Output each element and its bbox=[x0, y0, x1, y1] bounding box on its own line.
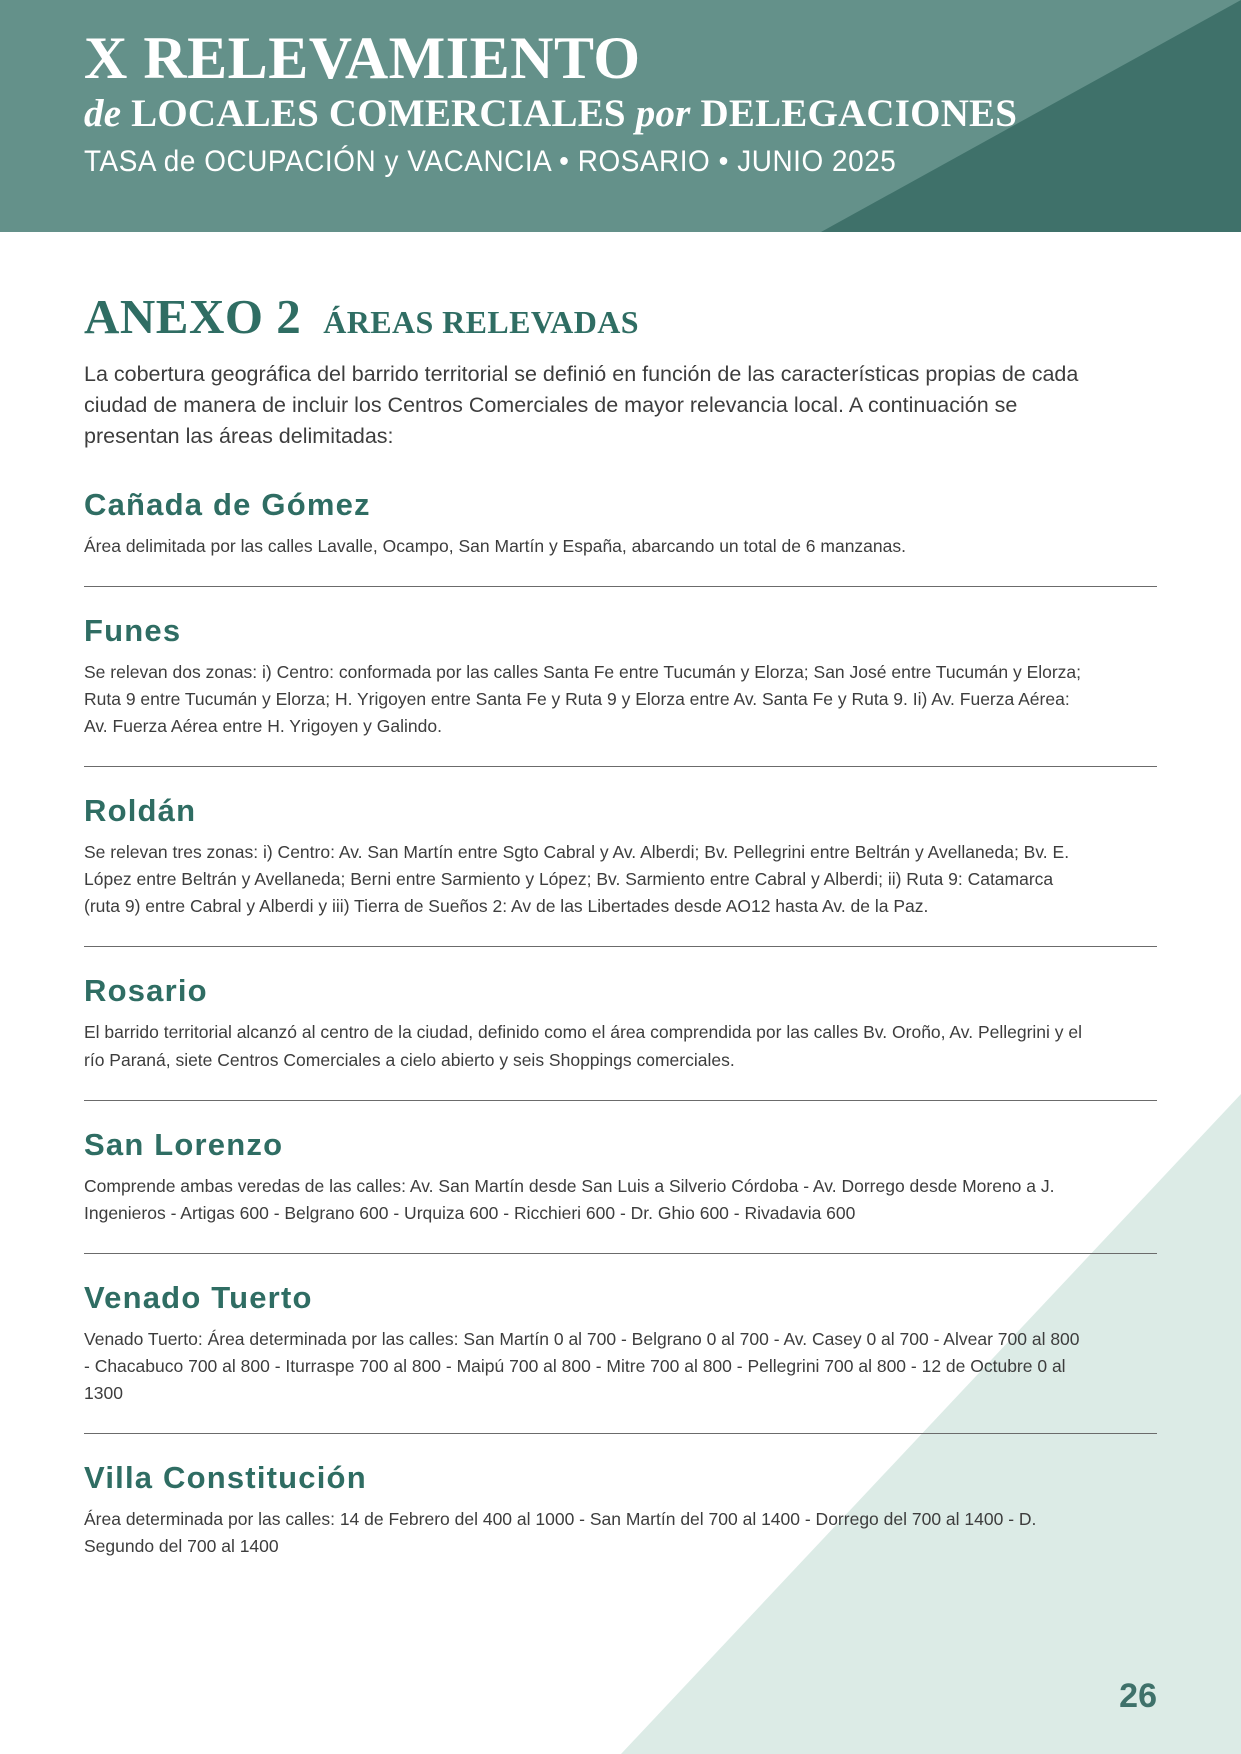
report-subtitle-main: LOCALES COMERCIALES bbox=[131, 92, 626, 136]
report-subtitle-joiner: por bbox=[625, 92, 701, 136]
area-section bbox=[84, 766, 1157, 920]
document-header bbox=[0, 0, 1241, 232]
report-subtitle-tail: DELEGACIONES bbox=[700, 92, 1018, 136]
document-body bbox=[0, 232, 1241, 1561]
annex-heading bbox=[84, 288, 1157, 345]
area-section bbox=[84, 946, 1157, 1073]
area-section bbox=[84, 1100, 1157, 1227]
report-subtitle-prefix: de bbox=[84, 92, 132, 136]
area-section bbox=[84, 1253, 1157, 1407]
area-section-text: El barrido territorial alcanzó al centro de la ciudad, definido como el área comprendida por las calles Bv. Oroño, Av. Pellegrini y el río Paraná, siete Centros Comerciales a cielo abierto y seis Shoppings comerciales. bbox=[84, 1022, 1083, 1070]
area-section-text: Comprende ambas veredas de las calles: Av. San Martín desde San Luis a Silverio Córdoba - Av. Dorrego desde Moreno a J. Ingenieros - Artigas 600 - Belgrano 600 - Urquiza 600 - Ricchieri 600 - Dr. Ghio 600 - Rivadavia 600 bbox=[84, 1175, 1055, 1223]
area-section-title: Rosario bbox=[84, 973, 208, 1009]
area-section-text: Venado Tuerto: Área determinada por las calles: San Martín 0 al 700 - Belgrano 0 al 700 - Av. Casey 0 al 700 - Alvear 700 al 800 - Chacabuco 700 al 800 - Iturraspe 700 al 800 - Maipú 700 al 800 - Mitre 700 al 800 - Pellegrini 700 al 800 - 12 de Octubre 0 al 1300 bbox=[84, 1328, 1080, 1404]
area-section-title: Cañada de Gómez bbox=[84, 486, 371, 522]
area-section-text: Área determinada por las calles: 14 de Febrero del 400 al 1000 - San Martín del 700 al 1400 - Dorrego del 700 al 1400 - D. Segundo del 700 al 1400 bbox=[84, 1509, 1037, 1557]
area-section-title: Funes bbox=[84, 612, 182, 648]
area-section-title: Roldán bbox=[84, 793, 197, 829]
report-edition-line: TASA de OCUPACIÓN y VACANCIA • ROSARIO • JUNIO 2025 bbox=[84, 145, 897, 179]
area-section-title: Villa Constitución bbox=[84, 1460, 367, 1496]
annex-subtitle: ÁREAS RELEVADAS bbox=[323, 304, 639, 340]
report-title: X RELEVAMIENTO bbox=[84, 25, 641, 91]
area-section bbox=[84, 586, 1157, 740]
area-section-text: Se relevan tres zonas: i) Centro: Av. San Martín entre Sgto Cabral y Av. Alberdi; Bv. Pellegrini entre Beltrán y Avellaneda; Bv. E. López entre Beltrán y Avellaneda; Berni entre Sarmiento y López; Bv. Sarmiento entre Cabral y Alberdi; ii) Ruta 9: Catamarca (ruta 9) entre Cabral y Alberdi y iii) Tierra de Sueños 2: Av de las Libertades desde AO12 hasta Av. de la Paz. bbox=[84, 842, 1070, 917]
area-section-title: Venado Tuerto bbox=[84, 1279, 313, 1315]
area-section-text: Área delimitada por las calles Lavalle, Ocampo, San Martín y España, abarcando un total de 6 manzanas. bbox=[84, 535, 906, 556]
area-section bbox=[84, 483, 1157, 560]
annex-title: ANEXO 2 bbox=[84, 289, 302, 344]
area-section bbox=[84, 1433, 1157, 1560]
annex-intro-paragraph: La cobertura geográfica del barrido territorial se definió en función de las características propias de cada ciudad de manera de incluir los Centros Comerciales de mayor relevancia local. A continuación se presentan las áreas delimitadas: bbox=[84, 362, 1079, 449]
area-section-title: San Lorenzo bbox=[84, 1126, 284, 1162]
page-number: 26 bbox=[1119, 1677, 1157, 1715]
report-subtitle bbox=[84, 93, 1241, 135]
area-section-text: Se relevan dos zonas: i) Centro: conformada por las calles Santa Fe entre Tucumán y Elorza; San José entre Tucumán y Elorza; Ruta 9 entre Tucumán y Elorza; H. Yrigoyen entre Santa Fe y Ruta 9 y Elorza entre Av. Santa Fe y Ruta 9. Ii) Av. Fuerza Aérea: Av. Fuerza Aérea entre H. Yrigoyen y Galindo. bbox=[84, 661, 1082, 736]
